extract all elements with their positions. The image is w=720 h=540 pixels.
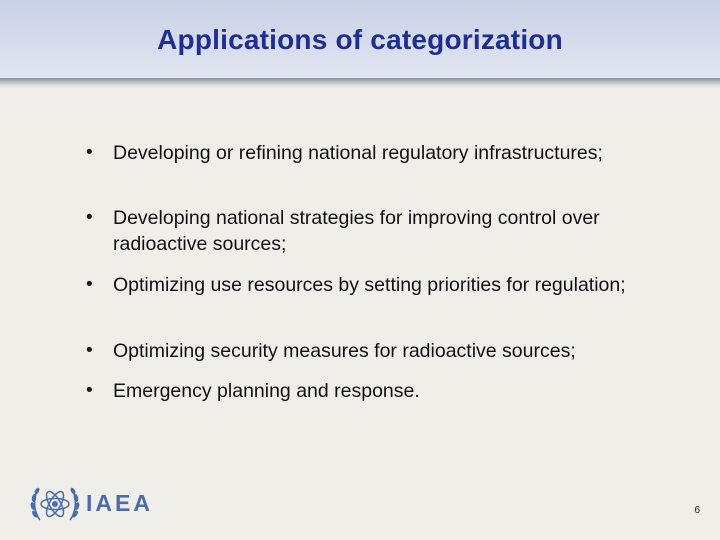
bullet-text: Developing national strategies for improving control over radioactive sources; (113, 207, 600, 255)
bullet-text: Developing or refining national regulatory infrastructures; (113, 142, 603, 164)
iaea-emblem-icon (28, 480, 82, 528)
bullet-text: Optimizing use resources by setting priorities for regulation; (113, 274, 626, 296)
bullet-dot: • (86, 380, 93, 401)
bullet-dot: • (86, 340, 93, 361)
bullet-text: Optimizing security measures for radioactive sources; (113, 340, 576, 362)
iaea-logo-text: IAEA (86, 490, 153, 516)
iaea-logo (28, 480, 168, 528)
slide-title: Applications of categorization (157, 24, 563, 55)
bullet-dot: • (86, 207, 93, 228)
bullet-dot: • (86, 274, 93, 295)
bullet-text: Emergency planning and response. (113, 380, 420, 402)
page-number: 6 (694, 505, 700, 516)
bullet-dot: • (86, 142, 93, 163)
